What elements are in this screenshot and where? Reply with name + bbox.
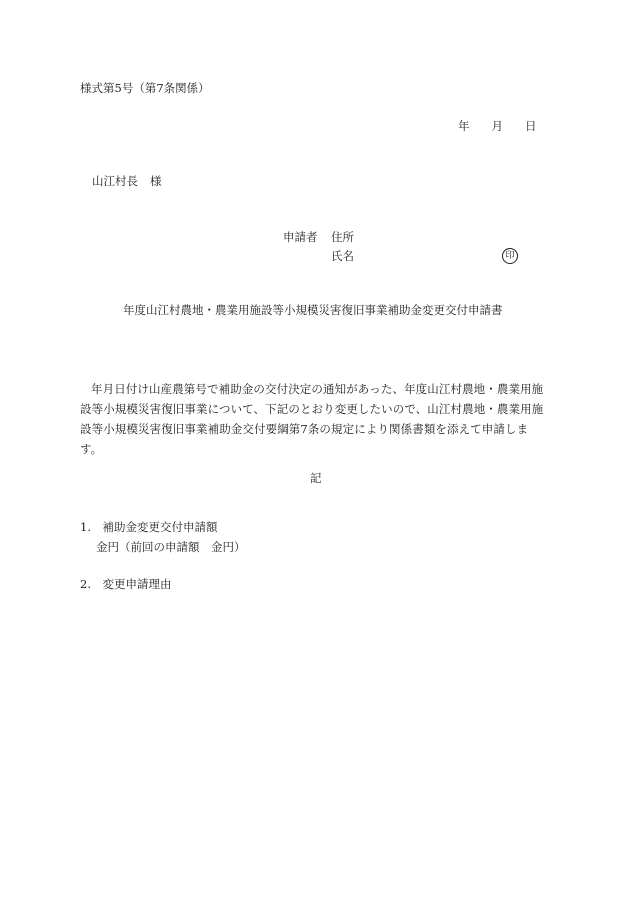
- address-label: 住所: [331, 230, 354, 244]
- item-1-label: 1. 補助金変更交付申請額: [80, 520, 218, 534]
- form-number: 様式第5号（第7条関係）: [80, 81, 210, 95]
- seal-mark: 印: [502, 248, 518, 264]
- document-title: 年度山江村農地・農業用施設等小規模災害復旧事業補助金変更交付申請書: [123, 303, 503, 317]
- body-paragraph: 年月日付け山産農第号で補助金の交付決定の通知があった、年度山江村農地・農業用施設等小規模災害復旧事業について、下記のとおり変更したいので、山江村農地・農業用施設等小規模災害復旧事業補助金交付要綱第7条の規定により関係書類を添えて申請します。: [80, 382, 544, 456]
- item-2-label: 2. 変更申請理由: [80, 577, 172, 591]
- applicant-label: 申請者: [283, 230, 318, 244]
- date-month-label: 月: [491, 119, 503, 133]
- date-line: [458, 121, 537, 133]
- date-day-label: 日: [525, 119, 537, 133]
- name-label: 氏名: [331, 249, 354, 263]
- ki-heading: 記: [310, 471, 322, 485]
- addressee-honorific: 様: [150, 174, 162, 188]
- addressee: [92, 176, 162, 188]
- item-1-detail: 金円（前回の申請額 金円）: [96, 540, 246, 554]
- date-year-label: 年: [458, 119, 470, 133]
- addressee-name: 山江村長: [92, 174, 138, 188]
